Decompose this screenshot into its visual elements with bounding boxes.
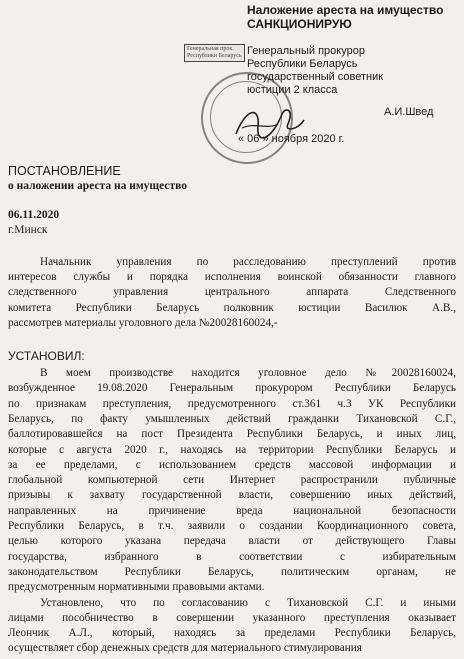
text-line: Установлено, что по согласованию с Тихановской С.Г. и иными (40, 596, 456, 609)
text-line: которые с августа 2020 г., находясь на территории Республики Беларусь и (8, 443, 456, 456)
approval-date: « 06 » ноября 2020 г. (238, 133, 345, 145)
text-line: В моем производстве находится уголовное дело №20028160024, (40, 367, 456, 379)
position-line: Республики Беларусь (247, 58, 358, 70)
text-line: за ее пределами, с использованием средств массовой информации и (8, 458, 456, 471)
text-line: предусмотренным нормативными правовыми актами. (8, 581, 265, 594)
text-line: рассмотрев материалы уголовного дела №20028160024,- (8, 316, 278, 329)
text-line: по признакам преступления, предусмотренного ст.361 ч.3 УК Республики (8, 397, 456, 410)
signatory-name: А.И.Швед (384, 106, 434, 118)
approval-title: Наложение ареста на имущество (247, 3, 444, 17)
position-line: юстиции 2 класса (247, 84, 338, 96)
text-line: глобальной компьютерной сети Интернет распространили публичные (8, 474, 456, 487)
position-line: Генеральный прокурор (247, 45, 365, 57)
text-line: законодательством Республики Беларусь, политическим органам, не (8, 565, 456, 578)
decree-subtitle: о наложении ареста на имущество (8, 180, 188, 192)
text-line: целью которого указана передача власти от действующего Главы (8, 535, 456, 548)
text-line: баллотировавшейся на пост Президента Республики Беларусь, и иных лиц, (8, 428, 456, 441)
text-line: направленных на причинение вреда национальной безопасности (8, 504, 456, 517)
position-line: государственный советник (247, 71, 384, 83)
text-line: Республики Беларусь, в т.ч. заявили о создании Координационного совета, (8, 520, 456, 532)
text-line: осуществляет сбор денежных средств для материального стимулирования (8, 642, 362, 655)
stamp-text-line: Республики Беларусь (187, 53, 242, 59)
decree-date: 06.11.2020 (8, 209, 60, 221)
approval-approve: САНКЦИОНИРУЮ (247, 17, 352, 31)
text-line: государства, избранного в соответствии с избирательным (8, 550, 456, 563)
decree-title: ПОСТАНОВЛЕНИЕ (8, 164, 121, 178)
text-line: призывы к захвату государственной власти, совершению иных действий, (8, 489, 456, 502)
text-line: лицами пособничество в совершении указанного преступления оказывает (8, 611, 456, 624)
decree-city: г.Минск (8, 224, 48, 236)
text-line: Леончик А.Л., который, находясь за пределами Республики Беларусь, (8, 627, 456, 640)
text-line: комитета Республики Беларусь полковник юстиции Василюк А.В., (8, 301, 456, 314)
text-line: Беларусь, по факту умышленных действий гражданки Тихановской С.Г., (8, 412, 456, 425)
text-line: Начальник управления по расследованию преступлений против (40, 256, 456, 268)
text-line: интересов службы и порядка исполнения воинской обязанности главного (8, 271, 456, 284)
registration-stamp (184, 44, 245, 62)
text-line: возбужденное 19.08.2020 Генеральным прокурором Республики Беларусь (8, 382, 456, 395)
stamp-text-line: Генеральная прок. (187, 46, 234, 52)
section-title: УСТАНОВИЛ: (8, 349, 85, 363)
text-line: следственного управления центрального аппарата Следственного (8, 286, 456, 299)
